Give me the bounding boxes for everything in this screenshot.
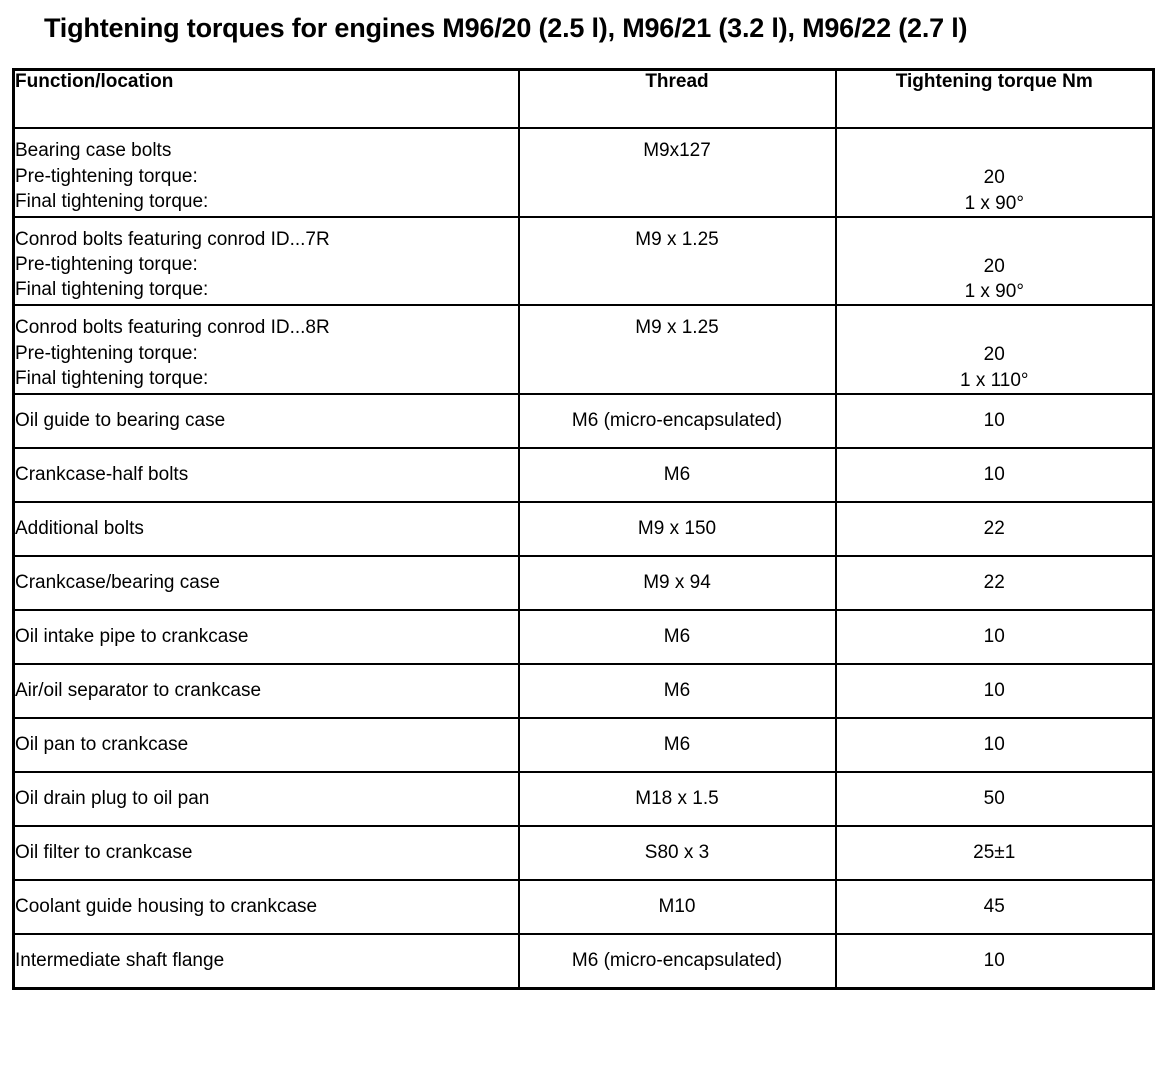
torque-line: 20 (983, 255, 1005, 277)
table-row (14, 718, 1154, 772)
cell-thread: M9 x 150 (519, 502, 836, 556)
function-line: Final tightening torque: (15, 367, 209, 389)
table-row (14, 934, 1154, 989)
torque-line: 20 (983, 167, 1005, 189)
table-row (14, 448, 1154, 502)
function-line: Conrod bolts featuring conrod ID...7R (15, 228, 330, 250)
cell-tightening-torque: 45 (836, 880, 1154, 934)
table-header-row (14, 70, 1154, 129)
cell-thread: M6 (519, 448, 836, 502)
cell-tightening-torque: 10 (836, 610, 1154, 664)
cell-tightening-torque: 10 (836, 664, 1154, 718)
cell-tightening-torque: 10 (836, 448, 1154, 502)
torque-line: 20 (983, 344, 1005, 366)
cell-function-location: Coolant guide housing to crankcase (14, 880, 519, 934)
torque-line: 1 x 90° (964, 192, 1024, 214)
cell-tightening-torque: 10 (836, 934, 1154, 989)
cell-function-location: Oil drain plug to oil pan (14, 772, 519, 826)
cell-tightening-torque: 10 (836, 394, 1154, 448)
cell-function-location: Crankcase-half bolts (14, 448, 519, 502)
cell-tightening-torque (836, 217, 1154, 306)
column-header-function: Function/location (14, 70, 519, 129)
cell-thread: M10 (519, 880, 836, 934)
cell-function-location: Oil pan to crankcase (14, 718, 519, 772)
table-header (14, 70, 1154, 129)
table-row (14, 305, 1154, 394)
document-page (0, 10, 1166, 1087)
table-row (14, 826, 1154, 880)
function-line: Bearing case bolts (15, 140, 172, 162)
table-body (14, 128, 1154, 988)
cell-thread: S80 x 3 (519, 826, 836, 880)
table-row (14, 217, 1154, 306)
torque-line: 1 x 90° (964, 281, 1024, 303)
page-title: Tightening torques for engines M96/20 (2.5 l), M96/21 (3.2 l), M96/22 (2.7 l) (44, 13, 968, 43)
cell-function-location: Additional bolts (14, 502, 519, 556)
cell-tightening-torque: 25±1 (836, 826, 1154, 880)
tightening-torque-table (12, 68, 1155, 990)
table-row (14, 128, 1154, 217)
function-line: Pre-tightening torque: (15, 342, 198, 364)
table-row (14, 556, 1154, 610)
function-line: Final tightening torque: (15, 279, 209, 301)
table-row (14, 880, 1154, 934)
table-row (14, 394, 1154, 448)
cell-thread: M9 x 94 (519, 556, 836, 610)
function-line: Pre-tightening torque: (15, 165, 198, 187)
cell-thread: M9x127 (519, 128, 836, 217)
cell-tightening-torque: 22 (836, 502, 1154, 556)
cell-tightening-torque (836, 305, 1154, 394)
torque-line: 1 x 110° (959, 369, 1029, 391)
cell-thread: M6 (519, 664, 836, 718)
cell-function-location: Oil intake pipe to crankcase (14, 610, 519, 664)
column-header-torque: Tightening torque Nm (836, 70, 1154, 129)
function-line: Final tightening torque: (15, 190, 209, 212)
cell-function-location (14, 305, 519, 394)
cell-thread: M18 x 1.5 (519, 772, 836, 826)
cell-tightening-torque (836, 128, 1154, 217)
cell-tightening-torque: 10 (836, 718, 1154, 772)
column-header-thread: Thread (519, 70, 836, 129)
table-row (14, 610, 1154, 664)
cell-thread: M6 (micro-encapsulated) (519, 934, 836, 989)
cell-function-location (14, 128, 519, 217)
cell-tightening-torque: 22 (836, 556, 1154, 610)
table-row (14, 664, 1154, 718)
cell-function-location: Crankcase/bearing case (14, 556, 519, 610)
cell-function-location: Intermediate shaft flange (14, 934, 519, 989)
cell-thread: M6 (519, 610, 836, 664)
cell-function-location: Air/oil separator to crankcase (14, 664, 519, 718)
cell-thread: M6 (519, 718, 836, 772)
cell-thread: M9 x 1.25 (519, 217, 836, 306)
function-line: Conrod bolts featuring conrod ID...8R (15, 317, 330, 339)
cell-thread: M6 (micro-encapsulated) (519, 394, 836, 448)
cell-thread: M9 x 1.25 (519, 305, 836, 394)
table-row (14, 502, 1154, 556)
table-row (14, 772, 1154, 826)
cell-function-location: Oil guide to bearing case (14, 394, 519, 448)
function-line: Pre-tightening torque: (15, 254, 198, 276)
cell-tightening-torque: 50 (836, 772, 1154, 826)
cell-function-location (14, 217, 519, 306)
cell-function-location: Oil filter to crankcase (14, 826, 519, 880)
